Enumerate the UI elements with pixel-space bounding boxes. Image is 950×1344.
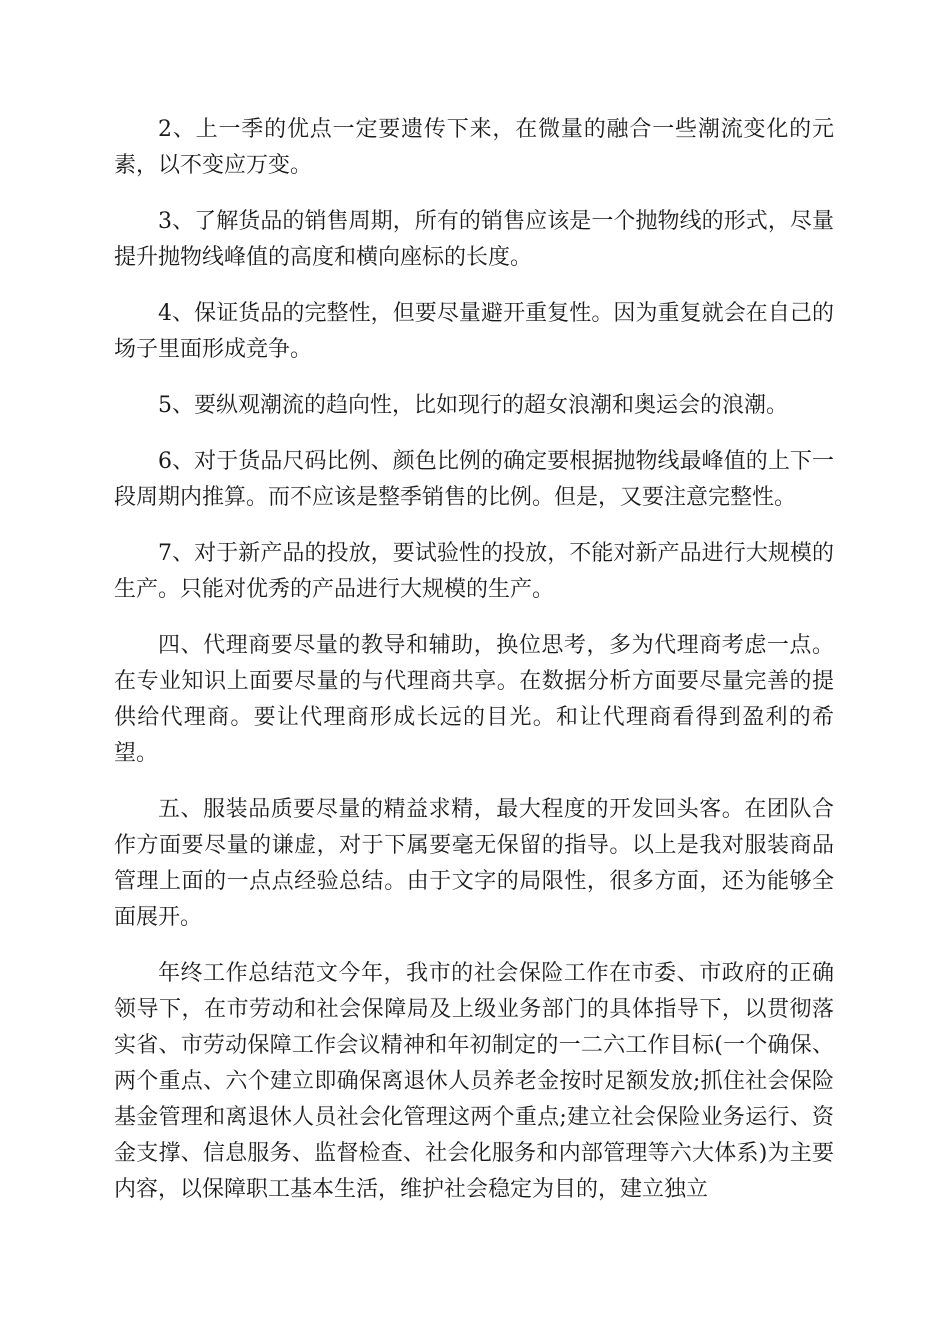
paragraph-annual-summary: 年终工作总结范文今年，我市的社会保险工作在市委、市政府的正确领导下，在市劳动和社会保障局及上级业务部门的具体指导下，以贯彻落实省、市劳动保障工作会议精神和年初制定的一二六工作目标(一个确保、两个重点、六个建立即确保离退休人员养老金按时足额发放;抓住社会保险基金管理和离退休人员社会化管理这两个重点;建立社会保险业务运行、资金支撑、信息服务、监督检查、社会化服务和内部管理等六大体系)为主要内容，以保障职工基本生活，维护社会稳定为目的，建立独立 <box>114 961 834 1202</box>
paragraph-item-4: 4、保证货品的完整性，但要尽量避开重复性。因为重复就会在自己的场子里面形成竞争。 <box>114 301 834 362</box>
paragraph-item-7: 7、对于新产品的投放，要试验性的投放，不能对新产品进行大规模的生产。只能对优秀的产品进行大规模的生产。 <box>114 541 834 602</box>
paragraph-item-6: 6、对于货品尺码比例、颜色比例的确定要根据抛物线最峰值的上下一段周期内推算。而不应该是整季销售的比例。但是，又要注意完整性。 <box>114 449 834 510</box>
document-body <box>114 112 834 1228</box>
paragraph-section-four: 四、代理商要尽量的教导和辅助，换位思考，多为代理商考虑一点。在专业知识上面要尽量的与代理商共享。在数据分析方面要尽量完善的提供给代理商。要让代理商形成长远的目光。和让代理商看得到盈利的希望。 <box>114 633 834 766</box>
paragraph-item-3: 3、了解货品的销售周期，所有的销售应该是一个抛物线的形式，尽量提升抛物线峰值的高度和横向座标的长度。 <box>114 209 834 270</box>
paragraph-item-5: 5、要纵观潮流的趋向性，比如现行的超女浪潮和奥运会的浪潮。 <box>158 393 788 418</box>
paragraph-item-2: 2、上一季的优点一定要遗传下来，在微量的融合一些潮流变化的元素，以不变应万变。 <box>114 117 834 178</box>
paragraph-section-five: 五、服装品质要尽量的精益求精，最大程度的开发回头客。在团队合作方面要尽量的谦虚，对于下属要毫无保留的指导。以上是我对服装商品管理上面的一点点经验总结。由于文字的局限性，很多方面，还为能够全面展开。 <box>114 797 834 930</box>
